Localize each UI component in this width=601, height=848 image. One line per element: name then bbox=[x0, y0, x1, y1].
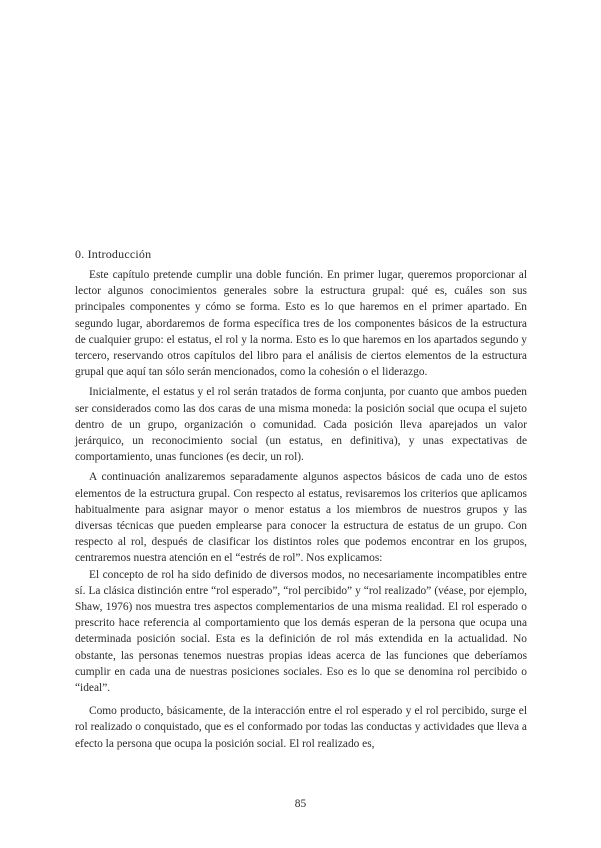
section-heading bbox=[75, 246, 151, 262]
paragraph: Inicialmente, el estatus y el rol serán tratados de forma conjunta, por cuanto que ambos pueden ser considerados como las dos caras de una misma moneda: la posición social que ocupa el sujeto dentro de un grupo, organización o comunidad. Cada posición lleva aparejados un valor jerárquico, un reconocimiento social (un estatus, en definitiva), y unas expectativas de comportamiento, unas funciones (es decir, un rol). bbox=[75, 386, 527, 464]
paragraph: A continuación analizaremos separadamente algunos aspectos básicos de cada uno de estos elementos de la estructura grupal. Con respecto al estatus, revisaremos los criterios que aplicamos habitualmente para asignar mayor o menor estatus a los miembros de nuestros grupos y las diversas técnicas que pueden emplearse para conocer la estructura de estatus de un grupo. Con respecto al rol, después de clasificar los distintos roles que podemos encontrar en los grupos, centraremos nuestra atención en el “estrés de rol”. Nos explicamos: bbox=[75, 471, 527, 565]
paragraph: Como producto, básicamente, de la interacción entre el rol esperado y el rol percibido, surge el rol realizado o conquistado, que es el conformado por todas las conductas y actividades que lleva a efecto la persona que ocupa la posición social. El rol realizado es, bbox=[75, 705, 527, 750]
paragraph: El concepto de rol ha sido definido de diversos modos, no necesariamente incompatibles entre sí. La clásica distinción entre “rol esperado”, “rol percibido” y “rol realizado” (véase, por ejemplo, Shaw, 1976) nos muestra tres aspectos complementarios de una misma realidad. El rol esperado o prescrito hace referencia al comportamiento que los demás esperan de la persona que ocupa una determinada posición social. Esta es la definición de rol más extendida en la actualidad. No obstante, las personas tenemos nuestras propias ideas acerca de las funciones que deberíamos cumplir en cada una de nuestras posiciones sociales. Eso es lo que se denomina rol percibido o “ideal”. bbox=[75, 568, 527, 695]
section-heading-text: 0. Introducción bbox=[75, 247, 152, 261]
paragraph: Este capítulo pretende cumplir una doble función. En primer lugar, queremos proporcionar al lector algunos conocimientos generales sobre la estructura grupal: qué es, cuáles son sus principales componentes y cómo se forma. Esto es lo que haremos en el primer apartado. En segundo lugar, abordaremos de forma específica tres de los componentes básicos de la estructura de cualquier grupo: el estatus, el rol y la norma. Esto es lo que haremos en los apartados segundo y tercero, reservando otros capítulos del libro para el análisis de ciertos elementos de la estructura grupal que aquí tan sólo serán mencionados, como la cohesión o el liderazgo. bbox=[75, 269, 527, 379]
page-number: 85 bbox=[294, 798, 307, 810]
body-text bbox=[75, 267, 527, 752]
